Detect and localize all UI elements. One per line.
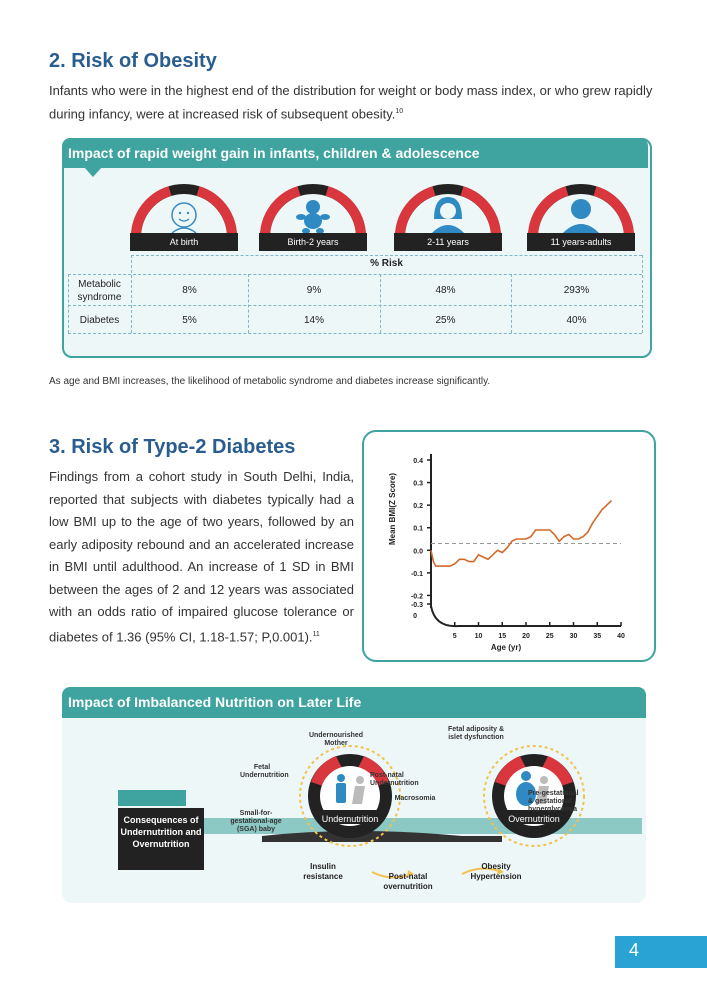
diabetes-heading: 3. Risk of Type-2 Diabetes <box>49 436 296 458</box>
diabetes-ref: 11 <box>312 630 320 638</box>
imbalanced-banner: Impact of Imbalanced Nutrition on Later Life <box>62 687 646 718</box>
postnatal-overnutrition: Post-natal overnutrition <box>383 872 433 891</box>
x-tick-label: 25 <box>545 633 554 640</box>
origin-label: 0 <box>413 613 417 620</box>
fetal-adiposity: Fetal adiposity & islet dysfunction <box>447 726 504 741</box>
gauge-11-adults <box>527 175 635 251</box>
x-axis-label: Age (yr) <box>490 643 522 652</box>
obesity-heading: 2. Risk of Obesity <box>49 50 217 72</box>
table-cell: 25% <box>435 315 456 326</box>
y-tick-label: 0.3 <box>413 480 423 488</box>
y-tick-label: 0.2 <box>413 503 423 511</box>
x-tick-label: 40 <box>617 633 625 640</box>
diabetes-paragraph <box>49 466 354 648</box>
bmi-chart <box>364 432 654 660</box>
x-tick-label: 35 <box>593 633 602 640</box>
obesity-ref: 10 <box>395 108 404 115</box>
table-cell: 5% <box>182 315 197 326</box>
bmi-chart-panel <box>362 430 656 662</box>
y-axis-label: Mean BMI(Z Score) <box>388 472 397 546</box>
risk-header: % Risk <box>370 258 403 269</box>
pregestational: Pre-gestational & gestational hyperglycemia <box>528 790 579 813</box>
x-tick-label: 5 <box>452 633 457 640</box>
row-label: Diabetes <box>79 315 120 326</box>
undernutrition-label: Undernutrition <box>321 814 379 824</box>
gauge-label: Birth-2 years <box>259 233 367 251</box>
banner-pointer <box>84 167 102 177</box>
table-cell: 14% <box>303 315 324 326</box>
rapid-gain-banner: Impact of rapid weight gain in infants, children & adolescence <box>62 138 648 168</box>
x-tick-label: 30 <box>569 633 578 640</box>
gauge-2-11 <box>394 175 502 251</box>
gauge-birth-2 <box>259 175 367 251</box>
gauge-label: 2-11 years <box>394 233 502 251</box>
table-cell: 293% <box>563 285 590 296</box>
consequences-box: Consequences of Undernutrition and Overnutrition <box>118 808 204 870</box>
table-cell: 40% <box>566 315 587 326</box>
rapid-gain-caption: As age and BMI increases, the likelihood of metabolic syndrome and diabetes increase significantly. <box>49 376 491 387</box>
y-tick-label: -0.2 <box>410 593 423 601</box>
fetal-undernutrition: Fetal Undernutrition <box>240 764 289 779</box>
y-tick-label: 0.1 <box>413 525 423 533</box>
x-tick-label: 10 <box>474 633 483 640</box>
undernourished-mother: Undernourished Mother <box>308 732 364 747</box>
macrosomia: Macrosomia <box>394 795 436 802</box>
sga-baby: Small-for-gestational-age (SGA) baby <box>230 810 282 833</box>
y-tick-label: 0.0 <box>413 548 423 556</box>
row-label: Metabolic syndrome <box>77 279 122 303</box>
page-number: 4 <box>629 940 640 960</box>
obesity-paragraph <box>49 80 664 124</box>
y-tick-label: -0.3 <box>410 602 423 609</box>
gauge-label: At birth <box>130 233 238 251</box>
overnutrition-label: Overnutrition <box>508 814 560 824</box>
gauge-label: 11 years-adults <box>527 233 635 251</box>
gauge-at-birth <box>130 175 238 251</box>
page-number-tab <box>615 936 707 968</box>
table-cell: 48% <box>435 285 456 296</box>
x-tick-label: 15 <box>498 633 507 640</box>
table-cell: 8% <box>182 285 197 296</box>
bmi-series-line <box>431 501 612 566</box>
postnatal-undernutrition: Post-natal Undernutrition <box>370 772 419 787</box>
y-tick-label: -0.1 <box>410 570 423 578</box>
insulin-resistance: Insulin resistance <box>303 862 343 881</box>
y-tick-label: 0.4 <box>413 458 423 465</box>
obesity-hypertension: Obesity Hypertension <box>470 862 522 881</box>
table-cell: 9% <box>306 285 322 296</box>
obesity-text: Infants who were in the highest end of the distribution for weight or body mass index, or who grew rapidly during infancy, were at increased risk of subsequent obesity. <box>49 83 653 122</box>
diabetes-text: Findings from a cohort study in South Delhi, India, reported that subjects with diabetes typically had a low BMI up to the age of two years, followed by an early adiposity rebound and an accelerated increase in BMI until adulthood. An increase of 1 SD in BMI between the ages of 2 and 12 years was associated with an odds ratio of impaired glucose tolerance or diabetes of 1.36 (95% CI, 1.18-1.57; P,0.001). <box>49 469 354 644</box>
x-tick-label: 20 <box>522 633 530 640</box>
